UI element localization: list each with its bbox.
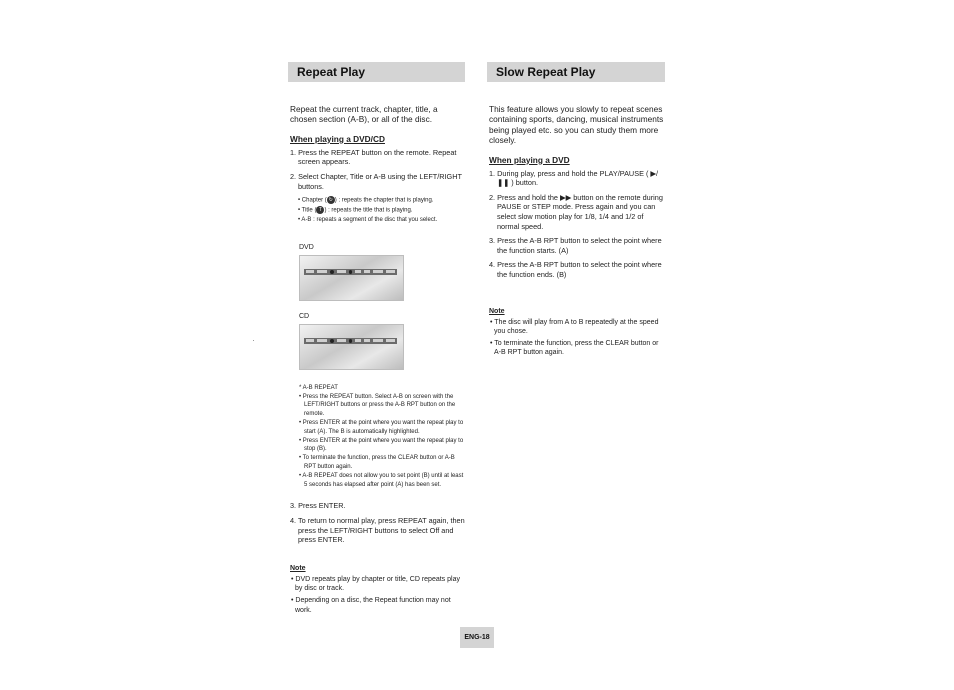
ab-note: • To terminate the function, press the CLEAR button or A-B RPT button again. <box>299 455 455 471</box>
repeat-play-section <box>289 62 465 618</box>
cd-repeat-screen <box>299 324 404 370</box>
step-3: 3. Press the A-B RPT button to select the point where the function starts. (A) <box>489 236 662 255</box>
ab-note: * A-B REPEAT <box>299 384 338 391</box>
cd-screen-label: CD <box>299 312 310 320</box>
repeat-mode-list <box>298 196 465 226</box>
note-item: • Depending on a disc, the Repeat function may not work. <box>291 597 451 614</box>
ab-note: • A-B REPEAT does not allow you to set point (B) until at least 5 seconds has elapsed after point (A) has been set. <box>299 472 464 488</box>
repeat-osd-bar <box>304 338 397 344</box>
ab-bullet: • A-B : repeats a segment of the disc that you select. <box>298 217 438 224</box>
dvd-screen-label: DVD <box>299 243 314 251</box>
step-2: 2. Press and hold the ▶▶ button on the remote during PAUSE or STEP mode. Press again and you can select slow motion play for 1/8, 1/4 and 1/2 of normal speed. <box>489 192 663 231</box>
intro-text: This feature allows you slowly to repeat scenes containing sports, dancing, musical instruments being played etc. so you can study them more closely. <box>489 104 664 146</box>
title-icon: T <box>316 206 324 214</box>
dvd-repeat-screen <box>299 255 404 301</box>
repeat-osd-bar <box>304 269 397 275</box>
ab-repeat-notes <box>299 384 465 490</box>
note-title: Note <box>290 564 306 572</box>
chapter-bullet: • Chapter ( ↻ ) : repeats the chapter that is playing. <box>298 197 434 204</box>
step-2: 2. Select Chapter, Title or A-B using the LEFT/RIGHT buttons. <box>290 172 462 191</box>
step-1: 1. Press the REPEAT button on the remote. Repeat screen appears. <box>290 147 457 167</box>
chapter-icon: ↻ <box>328 197 333 204</box>
page-number: ENG-18 <box>460 627 494 648</box>
slow-repeat-play-section <box>488 62 665 361</box>
note-item: • To terminate the function, press the CLEAR button or A-B RPT button again. <box>490 340 659 357</box>
title-bullet: • Title ( T ) : repeats the title that is playing. <box>298 207 413 214</box>
step-4: 4. Press the A-B RPT button to select the point where the function ends. (B) <box>489 260 662 279</box>
note-title: Note <box>489 307 505 315</box>
ab-note: • Press ENTER at the point where you want the repeat play to start (A). The B is automatically highlighted. <box>299 420 464 435</box>
stray-mark <box>253 340 254 341</box>
note-item: • DVD repeats play by chapter or title, CD repeats play by disc or track. <box>291 575 460 593</box>
ab-note: • Press ENTER at the point where you want the repeat play to stop (B). <box>299 437 464 453</box>
step-3: 3. Press ENTER. <box>290 501 346 511</box>
section-title: Repeat Play <box>288 62 465 82</box>
note-item: • The disc will play from A to B repeatedly at the speed you chose. <box>490 318 659 335</box>
step-4: 4. To return to normal play, press REPEAT again, then press the LEFT/RIGHT buttons to select Off and press ENTER. <box>290 516 465 545</box>
step-1: 1. During play, press and hold the PLAY/PAUSE ( ▶/❚❚ ) button. <box>489 168 659 188</box>
ab-note: • Press the REPEAT button. Select A-B on screen with the LEFT/RIGHT buttons or press the A-B RPT button on the remote. <box>299 393 456 418</box>
subheading: When playing a DVD/CD <box>290 133 385 144</box>
subheading: When playing a DVD <box>489 154 570 165</box>
section-title: Slow Repeat Play <box>487 62 665 82</box>
intro-text: Repeat the current track, chapter, title, a chosen section (A-B), or all of the disc. <box>290 104 438 125</box>
